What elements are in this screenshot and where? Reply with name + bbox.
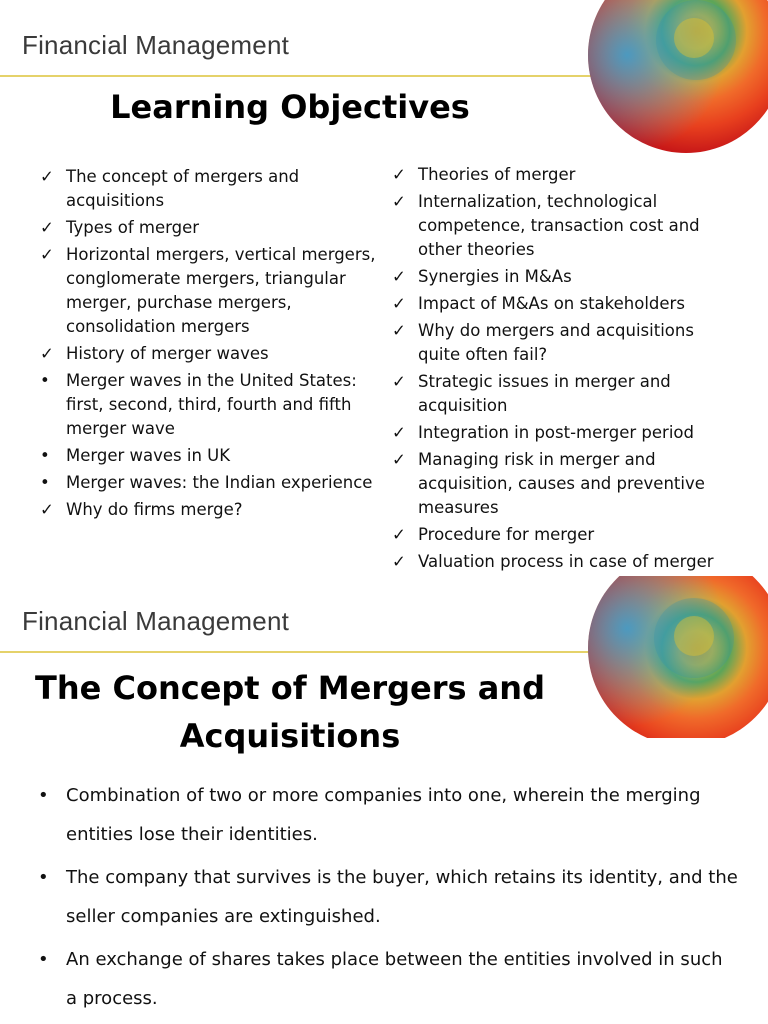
objective-item-text: Merger waves in UK — [66, 446, 231, 465]
page-title-line-1: The Concept of Mergers and — [35, 669, 545, 707]
checkmark-icon: ✓ — [392, 450, 406, 469]
objective-item — [390, 370, 720, 418]
concept-bullet — [38, 940, 738, 1018]
checkmark-icon: ✓ — [392, 525, 406, 544]
objective-item — [390, 421, 720, 445]
checkmark-icon: ✓ — [40, 167, 54, 186]
objective-item — [390, 265, 720, 289]
objective-item — [38, 216, 378, 240]
objective-item — [38, 444, 378, 468]
checkmark-icon: ✓ — [392, 165, 406, 184]
objective-item-text: Synergies in M&As — [418, 267, 572, 286]
checkmark-icon: ✓ — [392, 423, 406, 442]
objective-item-text: Procedure for merger — [418, 525, 595, 544]
objective-item — [38, 243, 378, 339]
objective-item-text: Strategic issues in merger and acquisition — [418, 372, 671, 415]
objective-item-text: Horizontal mergers, vertical mergers, conglomerate mergers, triangular merger, purchase mergers, consolidation mergers — [66, 245, 376, 336]
bullet-icon: • — [40, 446, 50, 465]
objective-item-text: Valuation process in case of merger — [418, 552, 714, 571]
page-title — [0, 664, 580, 760]
checkmark-icon: ✓ — [392, 294, 406, 313]
bullet-icon: • — [38, 785, 49, 806]
objective-item-text: Merger waves in the United States: first, second, third, fourth and fifth merger wave — [66, 371, 357, 438]
concept-bullets — [38, 776, 738, 1022]
objectives-left-column — [38, 165, 378, 525]
concept-bullet — [38, 858, 738, 936]
objective-item — [38, 165, 378, 213]
objective-item — [390, 523, 720, 547]
header-rule — [0, 651, 640, 653]
checkmark-icon: ✓ — [392, 552, 406, 571]
objective-item — [390, 448, 720, 520]
checkmark-icon: ✓ — [392, 372, 406, 391]
checkmark-icon: ✓ — [40, 500, 54, 519]
brand-title: Financial Management — [22, 606, 290, 636]
objective-item — [390, 190, 720, 262]
concept-bullet — [38, 776, 738, 854]
brand-title: Financial Management — [22, 30, 290, 60]
bullet-icon: • — [40, 473, 50, 492]
bullet-icon: • — [40, 371, 50, 390]
objective-item-text: History of merger waves — [66, 344, 269, 363]
page-title-line-2: Acquisitions — [179, 717, 401, 755]
objective-item-text: Types of merger — [66, 218, 200, 237]
checkmark-icon: ✓ — [40, 245, 54, 264]
objective-item — [38, 498, 378, 522]
header-rule — [0, 75, 640, 77]
bullet-icon: • — [38, 867, 49, 888]
objective-item — [38, 471, 378, 495]
objective-item-text: Merger waves: the Indian experience — [66, 473, 373, 492]
bullet-icon: • — [38, 949, 49, 970]
objective-item — [390, 292, 720, 316]
colorful-radial-orb-icon — [576, 0, 768, 160]
concept-bullet-text: The company that survives is the buyer, which retains its identity, and the seller companies are extinguished. — [66, 867, 738, 927]
checkmark-icon: ✓ — [40, 218, 54, 237]
objective-item-text: Why do firms merge? — [66, 500, 243, 519]
objective-item-text: The concept of mergers and acquisitions — [66, 167, 300, 210]
page-title: Learning Objectives — [110, 88, 470, 126]
objective-item-text: Integration in post-merger period — [418, 423, 694, 442]
objective-item-text: Why do mergers and acquisitions quite often fail? — [418, 321, 694, 364]
objective-item-text: Internalization, technological competence, transaction cost and other theories — [418, 192, 700, 259]
checkmark-icon: ✓ — [40, 344, 54, 363]
checkmark-icon: ✓ — [392, 192, 406, 211]
objective-item — [390, 319, 720, 367]
objective-item-text: Theories of merger — [418, 165, 576, 184]
objective-item — [38, 369, 378, 441]
objective-item — [390, 550, 720, 574]
objective-item — [390, 163, 720, 187]
slide-concept — [0, 576, 768, 1024]
objective-item-text: Impact of M&As on stakeholders — [418, 294, 685, 313]
checkmark-icon: ✓ — [392, 267, 406, 286]
objective-item-text: Managing risk in merger and acquisition, causes and preventive measures — [418, 450, 705, 517]
objectives-right-column — [390, 163, 720, 576]
colorful-radial-orb-icon — [576, 576, 768, 738]
concept-bullet-text: An exchange of shares takes place between the entities involved in such a process. — [66, 949, 723, 1009]
concept-bullet-text: Combination of two or more companies into one, wherein the merging entities lose their identities. — [66, 785, 701, 845]
objective-item — [38, 342, 378, 366]
checkmark-icon: ✓ — [392, 321, 406, 340]
